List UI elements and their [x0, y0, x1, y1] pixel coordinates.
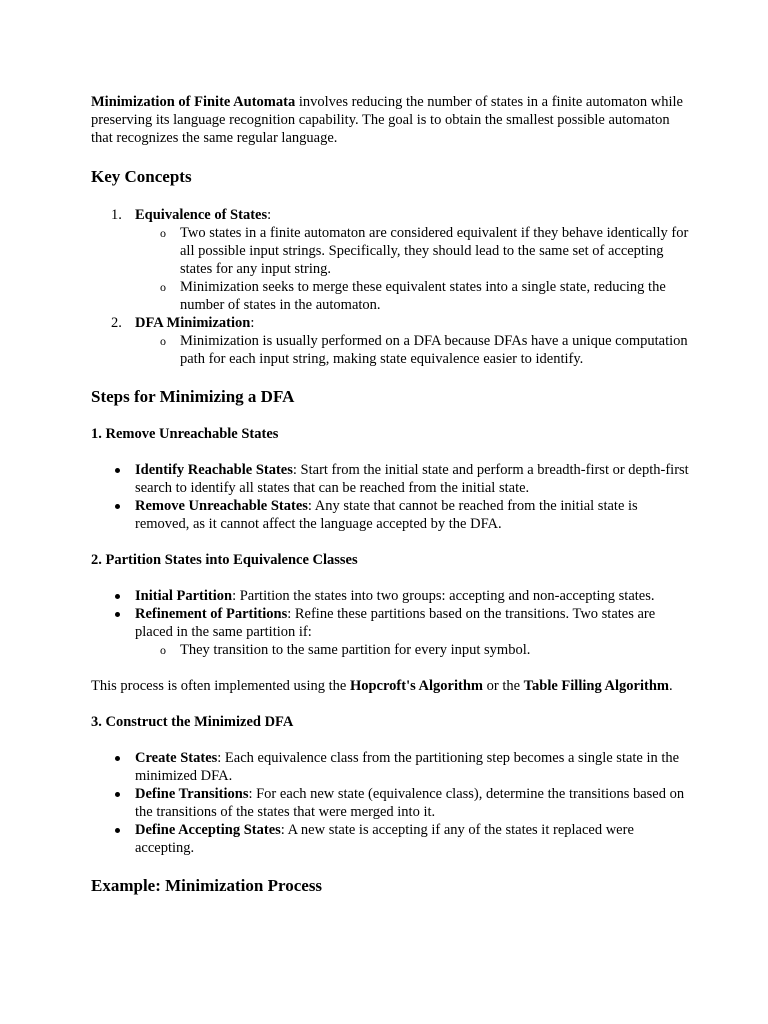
sub-bullet: o: [160, 334, 166, 348]
bullet-dot: [115, 756, 120, 761]
item-text: : Refine these partitions based on the transitions. Two states are placed in the same partition if:: [135, 606, 656, 640]
bullet-dot: [115, 828, 120, 833]
list-number: 1.: [111, 207, 122, 223]
sub-list-item: [135, 641, 691, 659]
item-term: Refinement of Partitions: [135, 606, 288, 622]
hopcroft-algorithm: Hopcroft's Algorithm: [349, 678, 483, 694]
list-item: [91, 785, 691, 821]
item-text: : Any state that cannot be reached from the initial state is removed, as it cannot affect the language accepted by the DFA.: [135, 498, 638, 532]
list-item: [91, 749, 691, 785]
list-item: [91, 605, 691, 659]
list-item: [91, 461, 691, 497]
concept-term: DFA Minimization: [135, 315, 251, 331]
sub-bullet: o: [160, 226, 166, 240]
sub-item-text: Minimization seeks to merge these equivalent states into a single state, reducing the number of states in the automaton.: [180, 279, 666, 313]
table-filling-algorithm: Table Filling Algorithm: [523, 678, 669, 694]
concept-suffix: :: [250, 315, 255, 331]
item-text: : For each new state (equivalence class), determine the transitions based on the transitions of the states that were merged into it.: [135, 786, 685, 820]
sub-item-text: They transition to the same partition for every input symbol.: [180, 642, 531, 658]
item-term: Identify Reachable States: [135, 462, 293, 478]
sub-list: [91, 641, 691, 659]
step3-list: [91, 749, 691, 857]
note-middle: or the: [483, 678, 524, 694]
item-term: Create States: [135, 750, 218, 766]
algorithm-note: [91, 677, 691, 695]
item-term: Remove Unreachable States: [135, 498, 308, 514]
sub-item-text: Two states in a finite automaton are considered equivalent if they behave identically for all possible input strings. Specifically, they should lead to the same set of accepting states for any input string.: [180, 225, 689, 277]
concept-term: Equivalence of States: [135, 207, 268, 223]
sub-list-item: [135, 224, 691, 278]
bullet-dot: [115, 792, 120, 797]
sub-list: [135, 224, 691, 314]
item-term: Define Accepting States: [135, 822, 281, 838]
key-concepts-heading: Key Concepts: [91, 167, 192, 186]
intro-term: Minimization of Finite Automata: [91, 94, 296, 110]
bullet-dot: [115, 468, 120, 473]
bullet-dot: [115, 612, 120, 617]
note-before: This process is often implemented using the: [91, 678, 350, 694]
intro-text: involves reducing the number of states in a finite automaton while preserving its language recognition capability. The goal is to obtain the smallest possible automaton that recognizes the same regular language.: [91, 94, 683, 146]
step1-list: [91, 461, 691, 533]
sub-item-text: Minimization is usually performed on a DFA because DFAs have a unique computation path for each input string, making state equivalence easier to identify.: [180, 333, 688, 367]
intro-paragraph: [91, 93, 691, 147]
item-text: : Each equivalence class from the partitioning step becomes a single state in the minimized DFA.: [135, 750, 680, 784]
sub-bullet: o: [160, 643, 166, 657]
item-text: : Partition the states into two groups: accepting and non-accepting states.: [232, 588, 655, 604]
list-number: 2.: [111, 315, 122, 331]
note-after: .: [668, 678, 673, 694]
sub-list-item: [135, 278, 691, 314]
key-concepts-list: [91, 206, 691, 368]
example-heading: Example: Minimization Process: [91, 876, 323, 895]
list-item: [91, 206, 691, 314]
item-term: Initial Partition: [135, 588, 233, 604]
item-text: : Start from the initial state and perform a breadth-first or depth-first search to identify all states that can be reached from the initial state.: [135, 462, 689, 496]
document-content: [91, 93, 691, 897]
concept-suffix: :: [267, 207, 272, 223]
steps-heading: Steps for Minimizing a DFA: [91, 387, 295, 406]
item-text: : A new state is accepting if any of the states it replaced were accepting.: [135, 822, 634, 856]
step3-heading: 3. Construct the Minimized DFA: [91, 714, 294, 730]
list-item: [91, 821, 691, 857]
sub-list: [135, 332, 691, 368]
step1-heading: 1. Remove Unreachable States: [91, 426, 279, 442]
item-term: Define Transitions: [135, 786, 249, 802]
bullet-dot: [115, 594, 120, 599]
step2-heading: 2. Partition States into Equivalence Classes: [91, 552, 358, 568]
list-item: [91, 497, 691, 533]
sub-bullet: o: [160, 280, 166, 294]
sub-list-item: [135, 332, 691, 368]
step2-list: [91, 587, 691, 659]
bullet-dot: [115, 504, 120, 509]
list-item: [91, 587, 691, 605]
list-item: [91, 314, 691, 368]
